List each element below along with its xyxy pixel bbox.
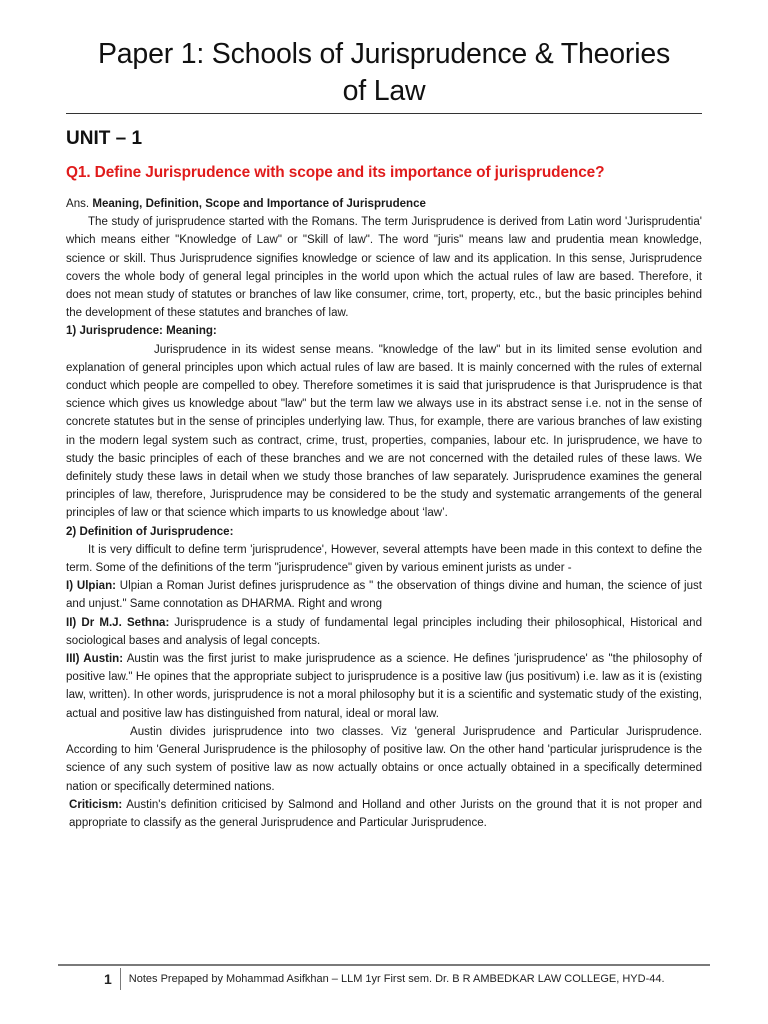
- document-page: [66, 0, 702, 832]
- page-number: 1: [104, 971, 112, 987]
- question-heading: Q1. Define Jurisprudence with scope and its importance of jurisprudence?: [66, 164, 605, 181]
- footer-separator: [120, 968, 121, 990]
- meaning-heading-line: [66, 322, 702, 340]
- page-title: [66, 36, 702, 110]
- sethna-label: II) Dr M.J. Sethna:: [66, 616, 170, 629]
- austin-text: Austin was the first jurist to make jurisprudence as a science. He defines 'jurisprudence' as "the philosophy of positive law." He opines that the appropriate subject to jurisprudence is a positive law (jus positivum) i.e. law as it is (existing law, written). In other words, jurisprudence is not a moral philosophy but it is a scientific and systematic study of the existing, actual and positive law has distinguished from natural, ideal or moral law.: [66, 653, 702, 720]
- ulpian-paragraph: [66, 577, 702, 613]
- sethna-text: Jurisprudence is a study of fundamental legal principles including their philosophical, Historical and sociological bases and analysis of legal concepts.: [66, 616, 702, 647]
- intro-paragraph: The study of jurisprudence started with the Romans. The term Jurisprudence is derived from Latin word 'Jurisprudentia' which means either "Knowledge of Law" or "Skill of law". The word "juris" means law and prudentia mean knowledge, science or skill. Thus Jurisprudence signifies knowledge or science of law and its application. In this sense, Jurisprudence covers the whole body of general legal principles in the world upon which the actual rules of law are based. Therefore, it does not mean study of statutes or branches of law like consumer, crime, tort, property, etc., but the basic principles behind the development of these statutes and branches of law.: [66, 216, 702, 320]
- ulpian-label: I) Ulpian:: [66, 580, 116, 593]
- page-footer: [104, 968, 665, 990]
- austin-divides-paragraph: Austin divides jurisprudence into two classes. Viz 'general Jurisprudence and Particular Jurisprudence. According to him 'General Jurisprudence is the philosophy of positive law. On the other hand 'particular jurisprudence is the science of any such system of positive law as now actually obtains or once actually obtained in a specifically determined nation or specifically determined nations.: [66, 725, 702, 793]
- austin-paragraph: [66, 650, 702, 723]
- criticism-paragraph: [66, 796, 702, 832]
- meaning-paragraph: Jurisprudence in its widest sense means. "knowledge of the law" but in its limited sense evolution and explanation of general principles upon which actual rules of law are based. It is mainly concerned with the rules of external conduct which people are compelled to obey. Therefore sometimes it is said that jurisprudence is that Jurisprudence is that science which gives us knowledge about "law" but the term law we always use in its abstract sense i.e. not in the sense of concrete statutes but in the sense of principles underlying law. Thus, for example, there are various branches of law existing in the modern legal system such as contract, crime, trust, properties, companies, labour etc. In jurisprudence, we have to study the basic principles of each of these branches and we are not concerned with the detailed rules of these laws. We definitely study these laws in detail when we study those branches of law separately. Jurisprudence examines the general principles of law, therefore, Jurisprudence may be considered to be the study and systematic arrangements of the general principles of law or that science which imparts to us knowledge about ‘law’.: [66, 343, 702, 520]
- title-line-1: Paper 1: Schools of Jurisprudence & Theories: [97, 38, 671, 70]
- answer-heading-line: [66, 195, 702, 213]
- unit-heading: UNIT – 1: [66, 128, 143, 149]
- sethna-paragraph: [66, 614, 702, 650]
- definition-heading-line: [66, 523, 702, 541]
- answer-prefix: Ans.: [66, 198, 93, 210]
- ulpian-text: Ulpian a Roman Jurist defines jurisprudence as " the observation of things divine and human, the science of just and unjust." Same connotation as DHARMA. Right and wrong: [66, 580, 703, 611]
- definition-heading: 2) Definition of Jurisprudence:: [66, 525, 234, 538]
- document-body: [66, 195, 702, 832]
- title-divider: [66, 113, 702, 114]
- criticism-text: Austin's definition criticised by Salmond and Holland and other Jurists on the ground that it is not proper and appropriate to classify as the general Jurisprudence and Particular Jurisprudence.: [69, 798, 702, 829]
- austin-label: III) Austin:: [66, 653, 124, 666]
- criticism-label: Criticism:: [69, 798, 123, 811]
- meaning-heading: 1) Jurisprudence: Meaning:: [66, 325, 217, 338]
- answer-heading: Meaning, Definition, Scope and Importance of Jurisprudence: [92, 198, 426, 210]
- title-line-2: of Law: [342, 75, 426, 107]
- footer-note: Notes Prepaped by Mohammad Asifkhan – LLM 1yr First sem. Dr. B R AMBEDKAR LAW COLLEGE, HYD-44.: [128, 973, 665, 985]
- footer-divider: [58, 964, 710, 966]
- definition-paragraph: It is very difficult to define term 'jurisprudence', However, several attempts have been made in this context to define the term. Some of the definitions of the term "jurisprudence" given by various eminent jurists as under -: [66, 543, 702, 575]
